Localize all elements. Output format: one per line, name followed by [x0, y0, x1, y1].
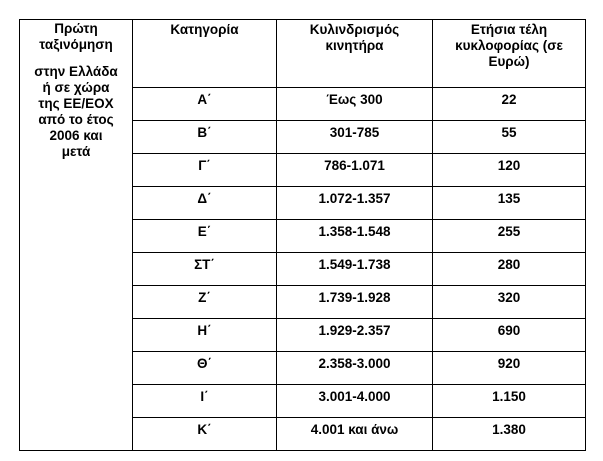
annual-fee-cell: 55 [433, 121, 586, 154]
category-header-line: Κατηγορία [170, 22, 239, 37]
first-registration-detail-line: μετά [61, 144, 91, 159]
first-registration-cell [20, 20, 133, 451]
engine-capacity-cell: 1.739-1.928 [277, 286, 433, 319]
engine-capacity-cell: 3.001-4.000 [277, 385, 433, 418]
engine-capacity-header-line: κινητήρα [325, 38, 384, 53]
annual-fee-cell: 1.150 [433, 385, 586, 418]
category-cell: Κ΄ [133, 418, 277, 451]
first-registration-title-line: ταξινόμηση [39, 37, 113, 52]
category-cell: Β΄ [133, 121, 277, 154]
annual-fee-cell: 255 [433, 220, 586, 253]
category-cell: Ι΄ [133, 385, 277, 418]
engine-capacity-cell: Έως 300 [277, 88, 433, 121]
fee-table [19, 19, 586, 451]
first-registration-title-line: Πρώτη [54, 21, 98, 36]
engine-capacity-cell: 1.549-1.738 [277, 253, 433, 286]
spacer [20, 53, 132, 64]
category-cell: Α΄ [133, 88, 277, 121]
annual-fee-header-line: Ευρώ) [488, 54, 530, 69]
first-registration-detail-line: της ΕΕ/ΕΟΧ [38, 96, 114, 111]
category-cell: Ζ΄ [133, 286, 277, 319]
engine-capacity-cell: 2.358-3.000 [277, 352, 433, 385]
annual-fee-cell: 280 [433, 253, 586, 286]
engine-capacity-cell: 1.358-1.548 [277, 220, 433, 253]
first-registration-detail-line: ή σε χώρα [42, 80, 110, 95]
category-cell: Δ΄ [133, 187, 277, 220]
category-cell: ΣΤ΄ [133, 253, 277, 286]
first-registration-detail [20, 64, 132, 160]
table-body [20, 20, 586, 451]
annual-fee-cell: 690 [433, 319, 586, 352]
engine-capacity-cell: 786-1.071 [277, 154, 433, 187]
category-cell: Γ΄ [133, 154, 277, 187]
engine-capacity-cell: 301-785 [277, 121, 433, 154]
engine-capacity-header-line: Κυλινδρισμός [309, 22, 400, 37]
engine-capacity-cell: 1.072-1.357 [277, 187, 433, 220]
annual-fee-cell: 120 [433, 154, 586, 187]
first-registration-detail-line: 2006 και [49, 128, 103, 143]
category-cell: Θ΄ [133, 352, 277, 385]
category-header [133, 20, 277, 88]
header-row [20, 20, 586, 88]
first-registration-title [20, 21, 132, 53]
category-cell: Ε΄ [133, 220, 277, 253]
annual-fee-header-line: κυκλοφορίας (σε [455, 38, 563, 53]
annual-fee-cell: 22 [433, 88, 586, 121]
engine-capacity-cell: 4.001 και άνω [277, 418, 433, 451]
first-registration-detail-line: στην Ελλάδα [34, 64, 118, 79]
annual-fee-cell: 320 [433, 286, 586, 319]
engine-capacity-header [277, 20, 433, 88]
annual-fee-cell: 135 [433, 187, 586, 220]
annual-fee-cell: 920 [433, 352, 586, 385]
annual-fee-header [433, 20, 586, 88]
annual-fee-header-line: Ετήσια τέλη [470, 22, 548, 37]
engine-capacity-cell: 1.929-2.357 [277, 319, 433, 352]
annual-fee-cell: 1.380 [433, 418, 586, 451]
first-registration-detail-line: από το έτος [38, 112, 114, 127]
category-cell: Η΄ [133, 319, 277, 352]
